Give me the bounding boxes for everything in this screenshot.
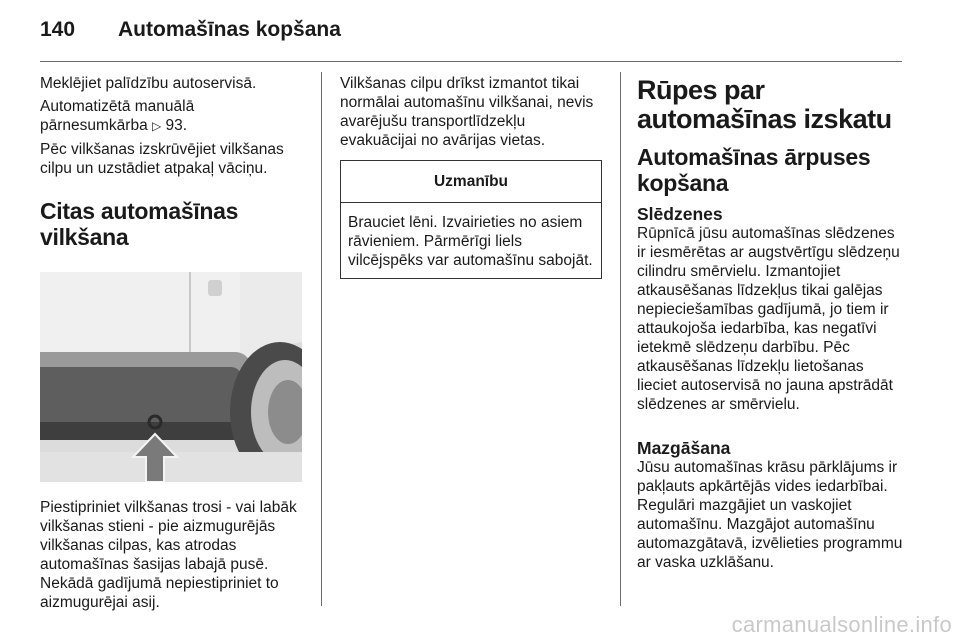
column-divider: [321, 72, 322, 606]
paragraph: Vilkšanas cilpu drīkst izmantot tikai normālai automašīnu vilkšanai, nevis avarējušu transportlīdzekļu evakuācijai no avārijas vietas.: [340, 75, 594, 149]
column-left: [40, 74, 306, 616]
caution-title: Uzmanību: [341, 161, 601, 203]
subsection-heading: Slēdzenes: [637, 204, 723, 224]
caution-text: Brauciet lēni. Izvairieties no asiem rāvieniem. Pārmērīgi liels vilcējspēks var automašīnu sabojāt.: [348, 214, 593, 269]
subsection-heading: Mazgāšana: [637, 438, 731, 458]
page-header: [40, 12, 900, 52]
page-reference-arrow-icon: ▷: [152, 119, 162, 133]
page-number: 140: [40, 18, 76, 41]
tow-eye-photo: [40, 272, 302, 482]
page-title: Automašīnas kopšana: [118, 18, 341, 41]
caution-box: [340, 160, 602, 279]
column-middle: [340, 74, 604, 279]
section-heading: Automašīnas ārpuses kopšana: [637, 144, 871, 196]
header-divider: [40, 61, 902, 62]
paragraph: Meklējiet palīdzību autoservisā.: [40, 75, 257, 92]
paragraph: Piestipriniet vilkšanas trosi - vai labāk vilkšanas stieni - pie aizmugurējās vilkšanas cilpas, kas atrodas automašīnas šasijas labajā pusē. Nekādā gadījumā nepiestipriniet to aizmugurējai asij.: [40, 499, 297, 611]
column-right: [637, 74, 907, 576]
paragraph: Rūpnīcā jūsu automašīnas slēdzenes ir iesmērētas ar augstvērtīgu slēdzeņu cilindru smērvielu. Izmantojiet atkausēšanas līdzekļus tikai galējas nepieciešamības gadījumā, jo tiem ir attaukojoša iedarbība, kas negatīvi ietekmē slēdzeņu darbību. Pēc atkausēšanas līdzekļu lietošanas lieciet autoservisā no jauna apstrādāt slēdzenes ar smērvielu.: [637, 225, 900, 413]
section-heading: Citas automašīnas vilkšana: [40, 198, 239, 250]
paragraph: Pēc vilkšanas izskrūvējiet vilkšanas cilpu un uzstādiet atpakaļ vāciņu.: [40, 141, 284, 177]
page-reference: 93.: [161, 117, 188, 134]
column-divider: [620, 72, 621, 606]
paragraph: Jūsu automašīnas krāsu pārklājums ir pakļauts apkārtējās vides iedarbībai. Regulāri mazgājiet un vaskojiet automašīnu. Mazgājot automašīnu automazgātavā, izvēlieties programmu ar vaska uzklāšanu.: [637, 459, 903, 571]
watermark: carmanualsonline.info: [731, 612, 952, 637]
paragraph-with-reference: Automatizētā manuālā pārnesumkārba ▷ 93.: [40, 98, 195, 134]
chapter-heading: Rūpes par automašīnas izskatu: [637, 75, 892, 134]
